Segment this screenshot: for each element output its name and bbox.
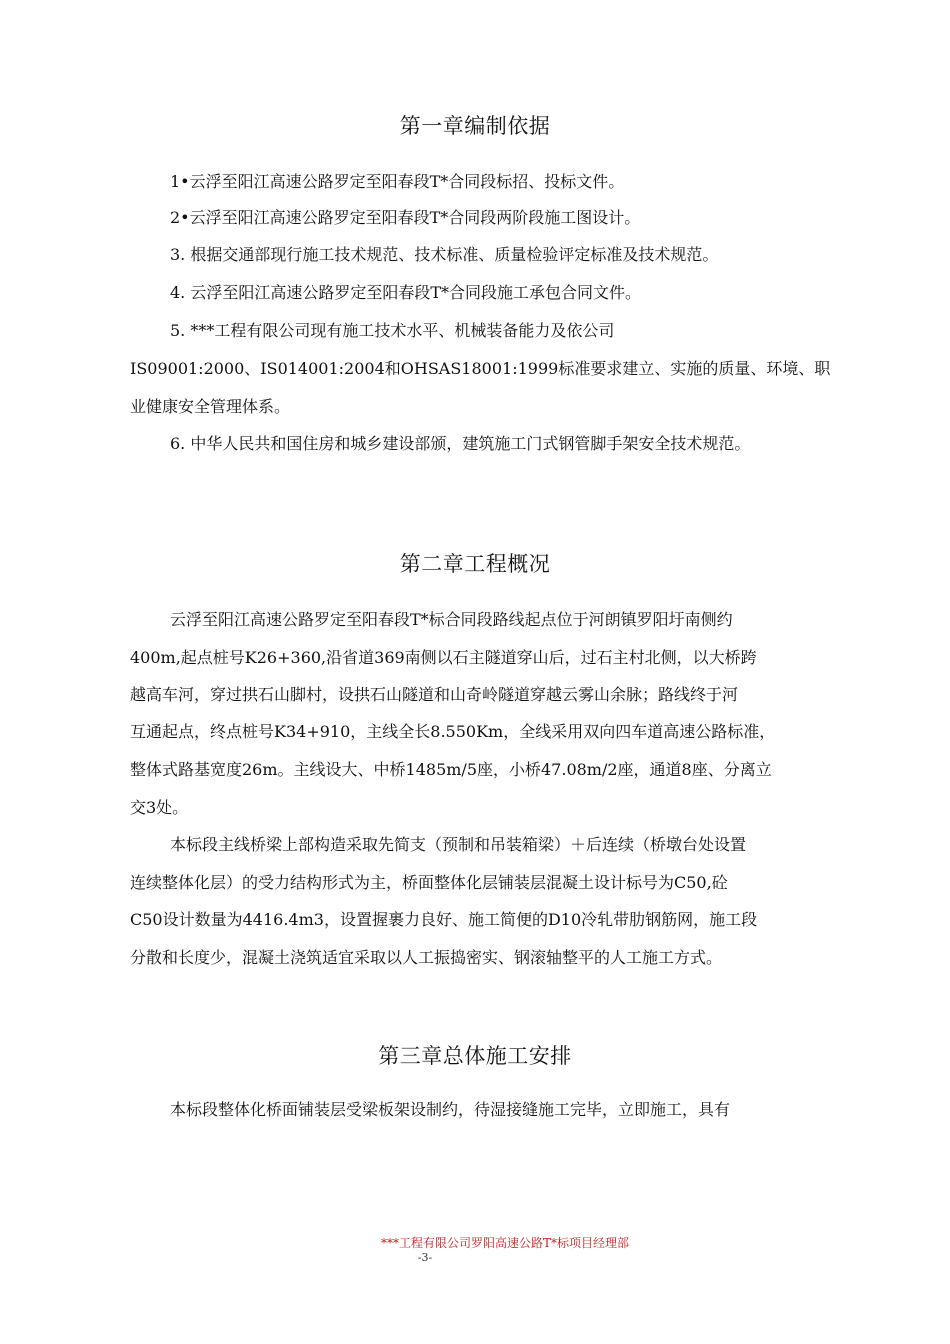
chapter3-title: 第三章总体施工安排: [378, 1044, 572, 1068]
chapter2-para1-line2: 400m,起点桩号K26+360,沿省道369南侧以石主隧道穿山后，过石主村北侧，以大桥跨: [130, 648, 757, 667]
chapter1-item-5-line3: 业健康安全管理体系。: [130, 397, 291, 416]
chapter2-para1-line1: 云浮至阳江高速公路罗定至阳春段T*标合同段路线起点位于河朗镇罗阳圩南侧约: [170, 610, 733, 629]
chapter2-para2-line2: 连续整体化层）的受力结构形式为主，桥面整体化层铺装层混凝土设计标号为C50,砼: [130, 873, 728, 892]
chapter1-item-1: 1•云浮至阳江高速公路罗定至阳春段T*合同段标招、投标文件。: [170, 172, 625, 191]
chapter1-item-3: 3. 根据交通部现行施工技术规范、技术标准、质量检验评定标准及技术规范。: [170, 245, 719, 264]
chapter1-item-2: 2•云浮至阳江高速公路罗定至阳春段T*合同段两阶段施工图设计。: [170, 208, 641, 227]
chapter2-para1-line3: 越高车河，穿过拱石山脚村，设拱石山隧道和山奇岭隧道穿越云雾山余脉；路线终于河: [130, 685, 739, 704]
footer-title: ***工程有限公司罗阳高速公路T*标项目经理部: [380, 1236, 629, 1250]
chapter2-para1-line5: 整体式路基宽度26m。主线设大、中桥1485m/5座，小桥47.08m/2座，通道8座、分离立: [130, 760, 772, 779]
chapter2-para2-line4: 分散和长度少，混凝土浇筑适宜采取以人工振捣密实、钢滚轴整平的人工施工方式。: [130, 948, 723, 967]
chapter2-para1-line4: 互通起点，终点桩号K34+910，主线全长8.550Km，全线采用双向四车道高速公路标准，: [130, 722, 776, 741]
chapter1-title: 第一章编制依据: [399, 114, 551, 138]
chapter2-title: 第二章工程概况: [399, 552, 551, 576]
chapter2-para2-line1: 本标段主线桥梁上部构造采取先简支（预制和吊装箱梁）＋后连续（桥墩台处设置: [170, 835, 747, 854]
chapter1-item-5-line1: 5. ***工程有限公司现有施工技术水平、机械装备能力及依公司: [170, 321, 615, 340]
chapter3-para1-line1: 本标段整体化桥面铺装层受梁板架设制约，待湿接缝施工完毕，立即施工，具有: [170, 1100, 731, 1119]
chapter2-para1-line6: 交3处。: [130, 798, 189, 817]
chapter1-item-4: 4. 云浮至阳江高速公路罗定至阳春段T*合同段施工承包合同文件。: [170, 283, 642, 302]
page-number: -3-: [417, 1251, 433, 1264]
page-footer: [0, 1234, 950, 1264]
chapter1-item-6: 6. 中华人民共和国住房和城乡建设部颁，建筑施工门式钢管脚手架安全技术规范。: [170, 434, 751, 453]
chapter1-item-5-line2: IS09001:2000、IS014001:2004和OHSAS18001:1999标准要求建立、实施的质量、环境、职: [130, 359, 831, 378]
chapter2-para2-line3: C50设计数量为4416.4m3，设置握裹力良好、施工简便的D10冷轧带肋钢筋网，施工段: [130, 910, 758, 929]
